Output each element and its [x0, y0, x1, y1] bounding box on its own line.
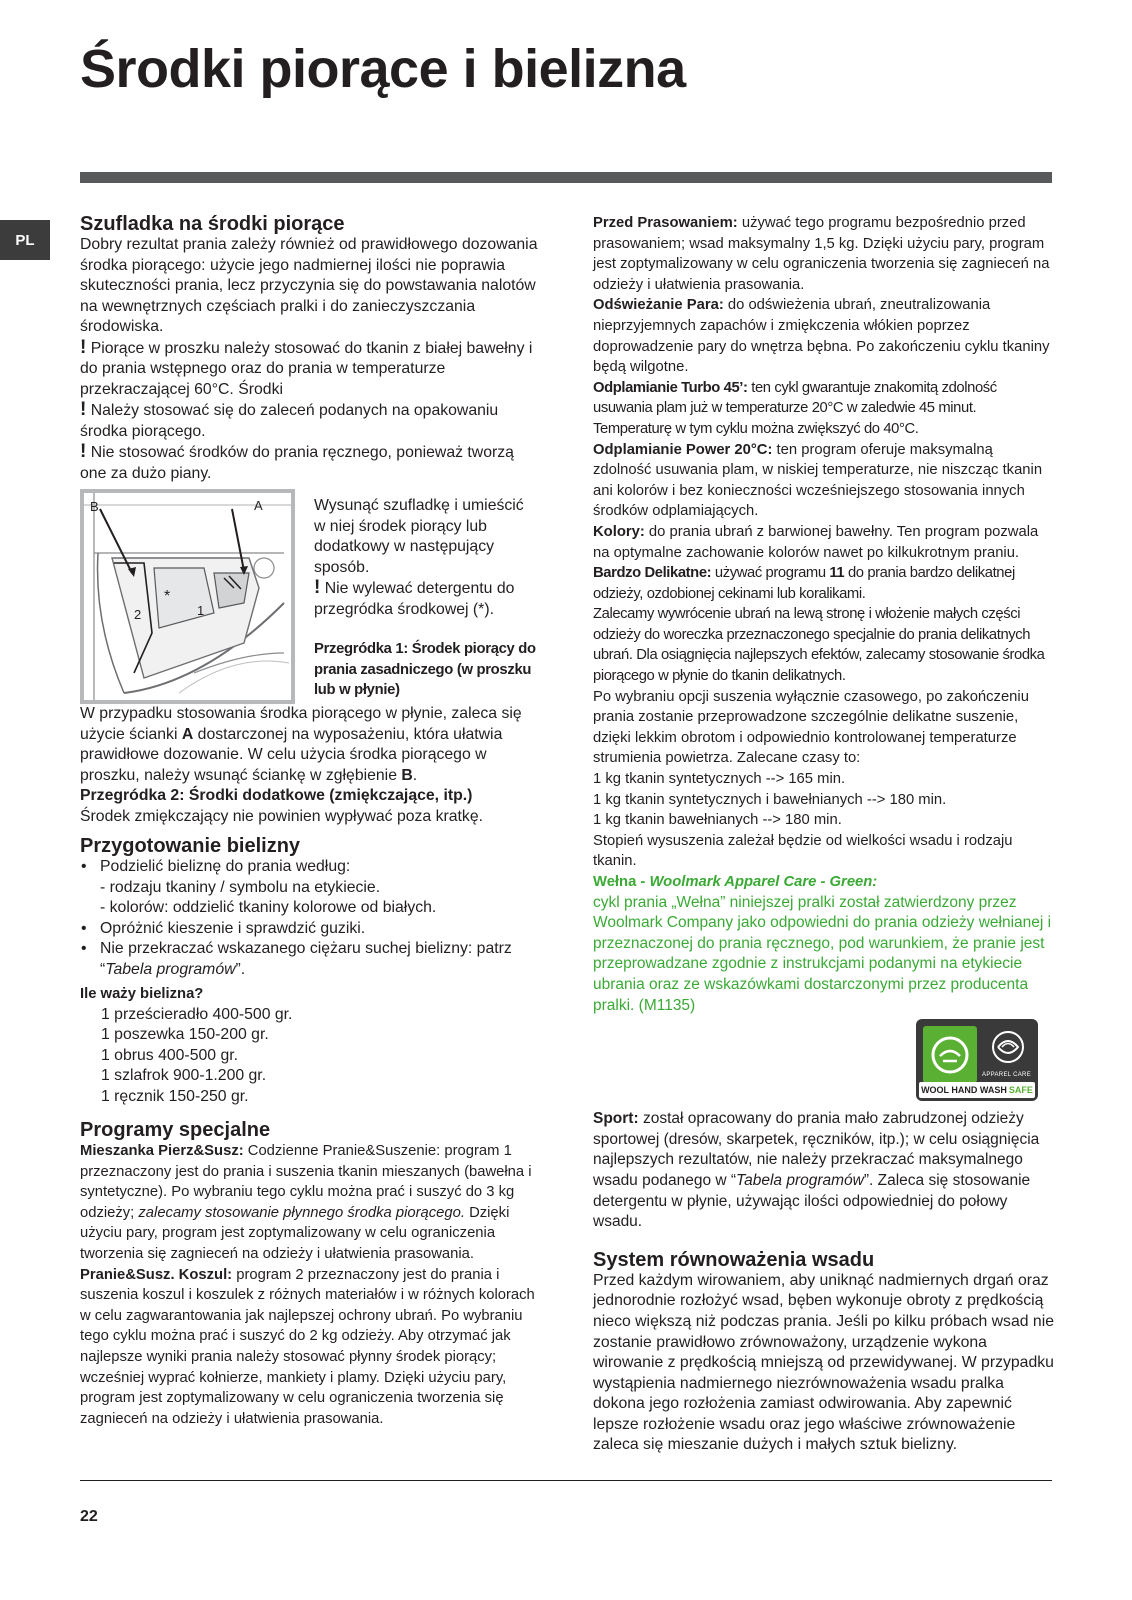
shirt-text: program 2 przeznaczony jest do prania i suszenia koszul i koszulek z różnych materiałów i w różnych kolorach w celu zagwarantowania jak najlepszej ochrony ubrań. Po wybraniu tego cyklu można prać i suszyć do 2 kg odzieży. Aby otrzymać jak najlepsze wyniki prania należy stosować płynny środek piorący; wcześniej wyprać kołnierze, mankiety i plamy. Dzięki użyciu pary, program jest zoptymalizowany w celu ograniczenia tworzenia się zagnieceń na odzieży i ułatwienia prasowania. [80, 1266, 535, 1427]
balance-text: Przed każdym wirowaniem, aby uniknąć nadmiernych drgań oraz jednorodnie rozłożyć wsad, bęben wykonuje obroty z prędkością nieco większą niż podczas prania. Jeśli po kilku próbach wsad nie zostanie prawidłowo zrównoważony, urządzenie wykona wirowanie z prędkością mniejszą od przewidywanej. W przypadku wystąpienia nadmiernego niezrównoważenia wsadu pralka dokona jego rozłożenia zamiast odwirowania. Aby zapewnić lepsze rozłożenie wsadu oraz jego właściwe zrównoważenie zaleca się mieszanie dużych i małych sztuk bielizny. [593, 1271, 1054, 1454]
side-warning-text: Nie wylewać detergentu do przegródka środkowej (*). [314, 580, 515, 618]
liquid-detergent-text [80, 704, 540, 786]
liquid-text-2: dostarczonej na wyposażeniu, która ułatwia prawidłowe dozowanie. W celu użycia środka piorącego w proszku, należy wsunąć ściankę w zgłębienie [80, 725, 503, 784]
label-compartment-2: 2 [134, 607, 142, 622]
warning-mark: ! [80, 441, 87, 462]
delicate-program [593, 563, 1055, 604]
drawer-warning-3 [80, 442, 540, 484]
laundry-bullet-3 [80, 939, 540, 980]
drawer-side-warning [314, 578, 538, 620]
label-a: A [254, 498, 263, 513]
power-program-label: Odplamianie Power 20°C: [593, 441, 773, 458]
drying-time: 1 kg tkanin syntetycznych i bawełnianych --> 180 min. [593, 791, 947, 808]
weight-item: 1 poszewka 150-200 gr. [101, 1026, 269, 1044]
woolmark-icon [988, 1029, 1028, 1065]
drawer-warning-1 [80, 338, 540, 401]
turbo-program [593, 378, 1055, 440]
language-tab: PL [0, 220, 50, 260]
sport-text-1: został opracowany do prania mało zabrudzonej odzieży sportowej (dresów, skarpetek, ręczników, itp.); w celu osiągnięcia najlepszych rezultatów, nie należy przekraczać maksymalnego wsadu podanego w “ [593, 1110, 1040, 1189]
drying-note: Stopień wysuszenia zależał będzie od wielkości wsadu i rodzaju tkanin. [593, 832, 1013, 870]
liquid-text-1: W przypadku stosowania środka piorącego w płynie, zaleca się użycie ścianki [80, 705, 522, 743]
page-number: 22 [80, 1508, 98, 1525]
laundry-sub-1 [80, 878, 540, 899]
iron-program-label: Przed Prasowaniem: [593, 215, 738, 231]
header-rule [80, 172, 1052, 183]
compartment-2-text: Środek zmiękczający nie powinien wypływać poza kratkę. [80, 807, 483, 825]
mix-text-2: Dzięki użyciu pary, program jest zoptymalizowany w celu ograniczenia tworzenia się zagnieceń na odzieży i ułatwienia prasowania. [80, 1204, 510, 1263]
warning-1-text: Piorące w proszku należy stosować do tkanin z białej bawełny i do prania wstępnego oraz do prania w temperaturze przekraczającej 60°C. Środki [80, 339, 533, 398]
laundry-sub-2 [80, 898, 540, 919]
drawer-heading: Szufladka na środki piorące [80, 213, 345, 235]
bullet-1-text: Podzielić bieliznę do prania według: [100, 858, 351, 875]
logo-caption-safe: SAFE [1008, 1084, 1033, 1095]
mix-text-em: zalecamy stosowanie płynnego środka piorącego. [138, 1204, 465, 1221]
iron-program [593, 213, 1055, 295]
iron-text: używać tego programu bezpośrednio przed prasowaniem; wsad maksymalny 1,5 kg. Dzięki użyciu pary, program jest zoptymalizowany w celu ograniczenia tworzenia się zagnieceń na odzieży i ułatwienia prasowania. [593, 215, 1050, 293]
mix-program-label: Mieszanka Pierz&Susz: [80, 1143, 244, 1160]
page-title: Środki piorące i bielizna [80, 39, 686, 99]
drawer-warning-2 [80, 400, 540, 442]
drawer-drawing [84, 493, 291, 700]
sub-1-text: - rodzaju tkaniny / symbolu na etykiecie. [100, 878, 381, 896]
compartment-2-heading [80, 786, 540, 807]
drying-time: 1 kg tkanin syntetycznych --> 165 min. [593, 771, 846, 788]
detergent-drawer-illustration [80, 489, 295, 704]
drawer-intro: Dobry rezultat prania zależy również od prawidłowego dozowania środka piorącego: użycie jego nadmiernej ilości nie poprawia skuteczności prania, lecz przyczynia się do powstawania nalotów na wewnętrznych częściach pralki i do zanieczyszczania środowiska. [80, 236, 538, 335]
sport-program [593, 1109, 1055, 1233]
warning-mark: ! [80, 399, 87, 420]
refresh-program [593, 295, 1055, 377]
delicate-text-2: do prania bardzo delikatnej odzieży, ozdobionej cekinami lub koralikami. [593, 565, 1015, 602]
sport-program-label: Sport: [593, 1110, 639, 1128]
refresh-text: do odświeżenia ubrań, zneutralizowania nieprzyjemnych zapachów i zmiękczenia włókien poprzez doprowadzenie pary do wnętrza bębna. Po zakończeniu cyklu tkaniny będą wilgotne. [593, 297, 1050, 376]
drying-text: Po wybraniu opcji suszenia wyłącznie czasowego, po zakończeniu prania zostanie przeprowadzone szczególnie delikatne suszenie, dzięki lekkim obrotom i odpowiednio kontrolowanej temperaturze strumienia powietrza. Zalecane czasy to: [593, 688, 1029, 767]
mix-program-text [80, 1141, 540, 1265]
delicate-program-number: 11 [829, 565, 845, 582]
drawer-figure-side [314, 489, 538, 704]
turbo-text: ten cykl gwarantuje znakomitą zdolność usuwania plam już w temperaturze 20°C w zaledwie 45 minut. Temperaturę w tym cyklu można zwiększyć do 40°C. [593, 379, 997, 437]
warning-mark: ! [314, 577, 321, 598]
wool-program-text: cykl prania „Wełna” niniejszej pralki został zatwierdzony przez Woolmark Company jako odpowiedni do prania odzieży wełnianej i przeznaczonej do prania ręcznego, pod warunkiem, że pranie jest przeprowadzane zgodnie z instrukcjami podanymi na etykiecie ubrania oraz ze wskazówkami dostarczonymi przez producenta pralki. (M1135) [593, 893, 1052, 1014]
weight-item: 1 prześcieradło 400-500 gr. [101, 1005, 293, 1023]
mix-text-1: Codzienne Pranie&Suszenie: program 1 przeznaczony jest do prania i suszenia tkanin mieszanych (bawełna i syntetyczne). Po wybraniu tego cyklu można prać i suszyć do 3 kg odzieży; [80, 1143, 532, 1221]
compartment-2-label: Przegródka 2: Środki dodatkowe (zmiękczające, itp.) [80, 787, 473, 804]
weight-item: 1 ręcznik 150-250 gr. [101, 1087, 249, 1105]
bullet-3-text-2: ”. [235, 960, 246, 978]
delicate-program-label: Bardzo Delikatne: [593, 565, 712, 582]
balance-heading: System równoważenia wsadu [593, 1248, 875, 1271]
sub-2-text: - kolorów: oddzielić tkaniny kolorowe od białych. [100, 899, 437, 916]
bullet-dot: • [81, 919, 87, 937]
hand-wash-icon [923, 1026, 977, 1083]
weights-heading [80, 984, 540, 1005]
label-b: B [90, 499, 99, 514]
power-text: ten program oferuje maksymalną zdolność usuwania plam, w niskiej temperaturze, nie niszcząc tkanin ani kolorów i bez konieczności wcześniejszego stosowania innych środków odplamiających. [593, 441, 1043, 520]
compartment-1-caption: Przegródka 1: Środek piorący do prania zasadniczego (w proszku lub w płynie) [314, 641, 536, 698]
weights-heading-text: Ile waży bielizna? [80, 986, 204, 1002]
power-program [593, 440, 1055, 522]
wool-program-em: Woolmark Apparel Care - Green: [649, 874, 878, 890]
footer-rule [80, 1480, 1052, 1481]
drawer-figure-row [80, 489, 540, 704]
wool-program-heading [593, 872, 1055, 893]
liquid-ref-a: A [181, 725, 194, 743]
warning-mark: ! [80, 336, 87, 358]
colors-text: do prania ubrań z barwionej bawełny. Ten program pozwala na optymalne zachowanie kolorów nawet po kilkukrotnym praniu. [593, 523, 1039, 561]
delicate-recommendation: Zalecamy wywrócenie ubrań na lewą stronę i włożenie małych części odzieży do woreczka przeznaczonego specjalnie do prania delikatnych ubrań. Dla osiągnięcia najlepszych efektów, zalecamy stosowanie środka piorącego w płynie do tkanin delikatnych. [593, 606, 1045, 685]
sport-text-2: ”. Zaleca się stosowanie detergentu w płynie, używając ilości odpowiedniej do połowy wsadu. [593, 1171, 1031, 1231]
shirt-program-text [80, 1265, 540, 1430]
woolmark-logo [916, 1019, 1038, 1101]
turbo-program-label: Odplamianie Turbo 45’: [593, 379, 748, 396]
label-compartment-1: 1 [197, 603, 205, 618]
warning-2-text: Należy stosować się do zaleceń podanych na opakowaniu środka piorącego. [80, 402, 499, 440]
colors-program-label: Kolory: [593, 523, 645, 540]
colors-program [593, 522, 1055, 563]
bullet-dot: • [81, 940, 87, 957]
bullet-dot: • [81, 858, 87, 875]
special-programs-heading: Programy specjalne [80, 1119, 271, 1142]
laundry-bullet-2 [80, 919, 540, 940]
laundry-heading: Przygotowanie bielizny [80, 835, 301, 857]
sport-table-ref: Tabela programów [736, 1171, 864, 1189]
logo-caption [919, 1082, 1035, 1098]
weight-item: 1 obrus 400-500 gr. [101, 1046, 239, 1064]
wool-program-label: Wełna - [593, 874, 650, 890]
bullet-3-text-1: Nie przekraczać wskazanego ciężaru suchej bielizny: patrz “ [100, 940, 512, 978]
warning-3-text: Nie stosować środków do prania ręcznego, ponieważ tworzą one za dużo piany. [80, 444, 514, 482]
logo-apparel-text: APPAREL CARE [982, 1072, 1031, 1079]
laundry-bullet-1 [80, 857, 540, 878]
logo-caption-text: WOOL HAND WASH [921, 1084, 1007, 1095]
weight-item: 1 szlafrok 900-1.200 gr. [101, 1067, 267, 1085]
liquid-text-3: . [412, 766, 418, 784]
refresh-program-label: Odświeżanie Para: [593, 297, 724, 314]
liquid-ref-b: B [401, 766, 413, 784]
woolmark-logo-row [593, 1019, 1038, 1101]
drawer-side-text: Wysunąć szufladkę i umieścić w niej środek piorący lub dodatkowy w następujący sposób. [314, 497, 524, 576]
shirt-program-label: Pranie&Susz. Koszul: [80, 1266, 233, 1283]
bullet-3-table-ref: Tabela programów [105, 960, 236, 978]
right-column [593, 213, 1055, 1456]
drying-time: 1 kg tkanin bawełnianych --> 180 min. [593, 812, 842, 829]
bullet-2-text: Opróżnić kieszenie i sprawdzić guziki. [100, 919, 366, 937]
delicate-text-1: używać programu [711, 565, 830, 582]
left-column [80, 213, 540, 1429]
label-star: * [164, 588, 171, 605]
